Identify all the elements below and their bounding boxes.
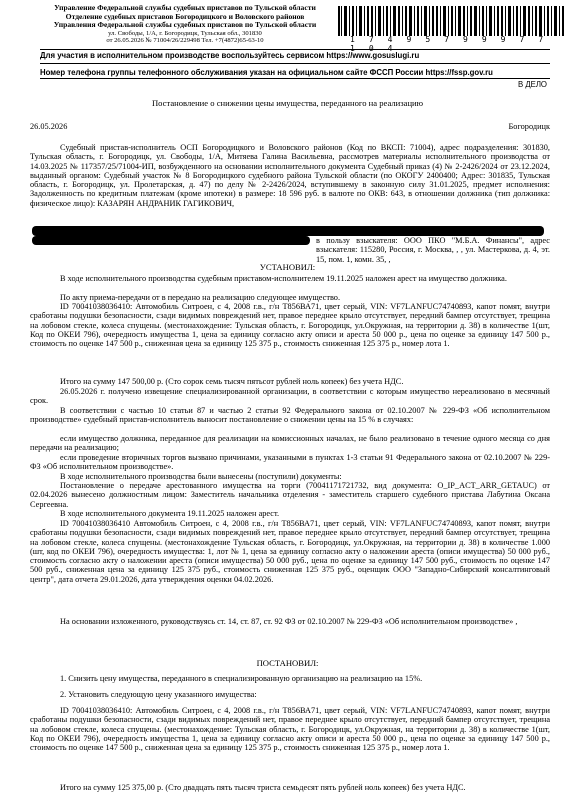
barcode-number: 1 7 4 9 5 7 9 9 9 7 7 1 0 4: [350, 35, 548, 53]
divider: [40, 63, 550, 64]
issuer-address: ул. Свободы, 1/А, г. Богородицк, Тульская обл., 301830: [108, 29, 262, 37]
document-date: 26.05.2026: [30, 122, 68, 131]
paragraph: Итого на сумму 125 375,00 р. (Сто двадцать пять тысяч триста семьдесят пять рублей ноль копеек) без учета НДС.: [60, 783, 466, 792]
issuer-line-2: Отделение судебных приставов Богородицкого и Воловского районов: [65, 11, 305, 21]
divider: [40, 49, 550, 50]
resolution-item: 2. Установить следующую цену указанного имущества:: [60, 690, 257, 699]
issuer-ref: от 26.05.2026 № 71004/26/229498 Тел. +7(4872)65-63-10: [106, 37, 264, 45]
paragraph: если имущество должника, переданное для реализации на комиссионных началах, не было реализовано в течение одного месяца со дня передачи на реализацию;: [30, 434, 550, 453]
barcode-image: [338, 6, 564, 36]
date-line: [30, 122, 550, 131]
claimant-line: в пользу взыскателя: ООО ПКО "М.Б.А. Финансы", адрес взыскателя: 115280, Россия, г. Москва, , , ул. Мастеркова, д. 4, эт. 15, пом. 1, комн. 35, ,: [316, 236, 550, 264]
paragraph: На основании изложенного, руководствуясь ст. 14, ст. 87, ст. 92 ФЗ от 02.10.2007 № 229-ФЗ «Об исполнительном производстве» ,: [60, 617, 518, 626]
issuer-header: [40, 4, 330, 45]
property-description: ID 70041038036410: Автомобиль Ситроен, с 4, 2008 г.в., г/н Т856ВА71, цвет серый, VIN: VF7LANFUC74740893, капот помят, внутри сработаны подушки безопасности, сзади видимых повреждений нет, правое переднее крыло отсутствует, передний бампер отсутствует, трещина на лобовом стекле, колеса спущены. (местонахождение: Тульская область, г. Богородицк, ул.Окружная, на территории д. 38) в количестве 1(шт, Код по ОКЕИ 796), очередность имущества 1, цена за единицу согласно акту описи и ареста 50 000 р., цена по оценке за единицу 147 500 р., стоимость по оценке 147 500 р., сниженная цена за единицу 125 375 р., стоимость сниженная 125 375 р., номер лота 1.: [30, 302, 550, 349]
paragraph: Итого на сумму 147 500,00 р. (Сто сорок семь тысяч пятьсот рублей ноль копеек) без учета НДС.: [60, 377, 404, 386]
paragraph: Постановление о передаче арестованного имущества на торги (70041171721732, вид документа: O_IP_ACT_ARR_GETAUC) от 02.04.2026 вынесено должностным лицом: Заместитель начальника отделения - заместитель старшего судебного пристава Лабутина Оксана Сергеевна.: [30, 481, 550, 509]
divider: [40, 78, 550, 79]
telephone-notice: Номер телефона группы телефонного обслуживания указан на официальном сайте ФССП России https://fssp.gov.ru: [40, 68, 493, 77]
v-delo-label: В ДЕЛО: [517, 80, 547, 89]
paragraph: По акту приема-передачи от в передано на реализацию следующее имущество.: [60, 293, 341, 302]
postanovil-heading: ПОСТАНОВИЛ:: [256, 658, 319, 668]
document-city: Богородицк: [508, 122, 550, 131]
paragraph: 26.05.2026 г. получено извещение специализированной организации, в соответствии с которым имущество нереализовано в месячный срок.: [30, 387, 550, 406]
redaction-bar: [32, 226, 544, 236]
paragraph: В ходе исполнительного документа 19.11.2025 наложен арест.: [60, 509, 280, 518]
paragraph: если проведение вторичных торгов вызвано причинами, указанными в пунктах 1-3 статьи 91 Федерального закона от 02.10.2007 № 229-ФЗ «Об исполнительном производстве».: [30, 453, 550, 472]
paragraph: В ходе исполнительного производства были вынесены (поступили) документы:: [60, 472, 342, 481]
paragraph: В соответствии с частью 10 статьи 87 и частью 2 статьи 92 Федерального закона от 02.10.2007 № 229-ФЗ «Об исполнительном производстве» судебный пристав-исполнитель выносит постановление о снижении цены на 15 % в случаях:: [30, 406, 550, 425]
gosuslugi-notice: Для участия в исполнительном производстве воспользуйтесь сервисом https://www.gosuslugi.ru: [40, 51, 420, 60]
resolution-item: 1. Снизить цену имущества, переданного в специализированную организацию на реализацию на 15%.: [60, 674, 423, 683]
issuer-line-1: Управление Федеральной службы судебных приставов по Тульской области: [54, 3, 316, 12]
property-description: ID 70041038036410: Автомобиль Ситроен, с 4, 2008 г.в., г/н Т856ВА71, цвет серый, VIN: VF7LANFUC74740893, капот помят, внутри сработаны подушки безопасности, сзади видимых повреждений нет, правое переднее крыло отсутствует, передний бампер отсутствует, трещина на лобовом стекле, колеса спущены. (местонахождение: Тульская область, г. Богородицк, ул.Окружная, на территории д. 38) в количестве 1(шт, Код по ОКЕИ 796), очередность имущества 1, цена за единицу согласно акту описи и ареста 50 000 р., цена по оценке за единицу 147 500 р., стоимость по оценке 147 500 р., сниженная цена за единицу 125 375 р., стоимость сниженная 125 375 р., номер лота 1.: [30, 706, 550, 753]
property-description: ID 70041038036410 Автомобиль Ситроен, с 4, 2008 г.в., г/н Т856ВА71, цвет серый, VIN: VF7LANFUC74740893, капот помят, внутри сработаны подушки безопасности, сзади видимых повреждений нет, правое переднее крыло отсутствует, передний бампер отсутствует, трещина на лобовом стекле, колеса спущены. (местонахождение Тульская область, г. Богородицк, ул.Окружная, на территории д. 38) в количестве 1.000 (шт, код по ОКЕИ 796), очередность имущества: 1, лот № 1, цена за единицу согласно акту о наложении ареста (описи имущества) 50 000 руб., стоимость согласно акту о наложении ареста (описи имущества) 50 000 руб., цена по оценке за единицу 147 500 руб., стоимость по оценке 147 500 руб., сниженная цена за единицу 125 375 руб., стоимость сниженная 125 375 руб., оценщик ООО "Западно-Сибирский консалтинговый центр", дата отчета 29.01.2026, дата утверждения оценки 04.02.2026.: [30, 519, 550, 584]
ustanovil-heading: УСТАНОВИЛ:: [259, 262, 316, 272]
intro-paragraph: Судебный пристав-исполнитель ОСП Богородицкого и Воловского районов (Код по ВКСП: 71004), адрес подразделения: 301830, Тульская область, г. Богородицк, ул. Свободы, 1/А, Митяева Галина Васильевна, рассмотрев материалы исполнительного производства от 14.03.2025 № 117357/25/71004-ИП, возбужденного на основании исполнительного документа Судебный приказ (4) № 2-2426/2024 от 23.12.2024, выданный органом: Судебный участок № 8 Богородицкого судебного района Тульской области (по ОКОГУ 2400400; Адрес: 301835, Тульская область, г. Богородицк, ул. Пролетарская, д. 47) по делу № 2-2426/2024, вступившему в законную силу 31.01.2025, предмет исполнения: Задолженность по кредитным платежам (кроме ипотеки) в размере: 18 596 руб. в валюте по ОКВ: 643, в отношении должника (тип должника: физическое лицо): КАЗАРЯН АНДРАНИК ГАГИКОВИЧ,: [30, 143, 550, 208]
document-title: Постановление о снижении цены имущества, переданного на реализацию: [151, 98, 424, 108]
issuer-line-3: Управления Федеральной службы судебных приставов по Тульской области: [53, 20, 317, 30]
paragraph: В ходе исполнительного производства судебным приставом-исполнителем 19.11.2025 наложен арест на имущество должника.: [60, 274, 507, 283]
redaction-bar: [32, 236, 310, 245]
